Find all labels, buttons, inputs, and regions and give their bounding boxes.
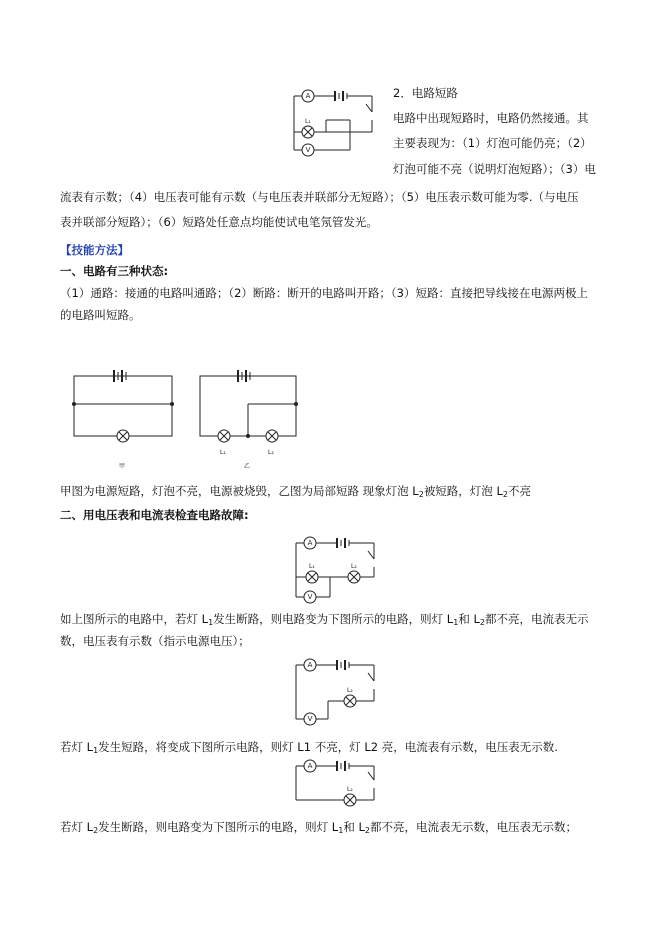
figure-caption: 甲图为电源短路，灯泡不亮，电源被烧毁，乙图为局部短路 现象灯泡 $L_2$被短路，灯泡 $L_2$不亮 — [60, 484, 531, 499]
section2-line5: 表并联部分短路）；（6）短路处任意点均能使试电笔氖管发光。 — [60, 215, 378, 229]
section2-line2: 主要表现为：（1）灯泡可能仍亮；（2） — [393, 136, 592, 150]
circuit-diagram-full — [292, 535, 387, 610]
figure-label-yi: 乙 — [244, 463, 251, 470]
ammeter-symbol: A — [305, 92, 311, 100]
subheading-fault-check: 二、用电压表和电流表检查电路故障: — [60, 508, 249, 522]
circuit-diagram-yi — [198, 366, 308, 476]
section2-title: 2．电路短路 — [393, 86, 458, 100]
voltmeter-symbol: V — [305, 146, 311, 154]
voltmeter-symbol-3: V — [307, 715, 313, 723]
lamp-label-l1-yi: L₁ — [220, 449, 226, 456]
circuit-diagram-short — [290, 82, 380, 162]
circuit-diagram-l1-open — [292, 657, 387, 732]
lamp-label-l2-yi: L₂ — [268, 449, 274, 456]
subheading-three-states: 一、电路有三种状态: — [60, 264, 169, 278]
ammeter-symbol-4: A — [307, 762, 313, 770]
lamp-label-l2-3: L₂ — [347, 687, 353, 694]
lamp-label-l1: L₁ — [305, 118, 311, 125]
voltmeter-symbol-2: V — [307, 593, 313, 601]
circuit-diagram-jia — [72, 366, 182, 476]
section2-line3: 灯泡可能不亮（说明灯泡短路）；（3）电 — [393, 162, 596, 176]
paragraph-l1-open-2: 数，电压表有示数（指示电源电压）； — [60, 634, 250, 648]
paragraph-l2-open: 若灯 $L_2$发生断路，则电路变为下图所示的电路，则灯 $L_1$和 $L_2$都不亮，电流表无示数，电压表无示数； — [60, 820, 577, 835]
section2-line4: 流表有示数；（4）电压表可能有示数（与电压表并联部分无短路）；（5）电压表示数可能为零.（与电压 — [60, 190, 579, 204]
lamp-label-l1-2: L₁ — [309, 563, 315, 570]
circuit-diagram-l1-short — [292, 758, 387, 808]
skills-heading: 【技能方法】 — [60, 243, 129, 257]
paragraph-three-states-2: 的电路叫短路。 — [60, 308, 141, 322]
lamp-label-l2-2: L₂ — [351, 563, 357, 570]
paragraph-l1-open-1: 如上图所示的电路中，若灯 $L_1$发生断路，则电路变为下图所示的电路，则灯 $L_1$和 $L_2$都不亮，电流表无示 — [60, 612, 589, 627]
section2-line1: 电路中出现短路时，电路仍然接通。其 — [393, 111, 589, 125]
lamp-label-l2-4: L₂ — [347, 786, 353, 793]
ammeter-symbol-2: A — [307, 539, 313, 547]
ammeter-symbol-3: A — [307, 661, 313, 669]
paragraph-l1-short: 若灯 $L_1$发生短路，将变成下图所示电路，则灯 L1 不亮，灯 L2 亮，电流表有示数，电压表无示数. — [60, 740, 558, 755]
paragraph-three-states-1: （1）通路：接通的电路叫通路；（2）断路：断开的电路叫开路；（3）短路：直接把导线接在电源两极上 — [60, 286, 588, 300]
figure-label-jia: 甲 — [119, 463, 126, 470]
